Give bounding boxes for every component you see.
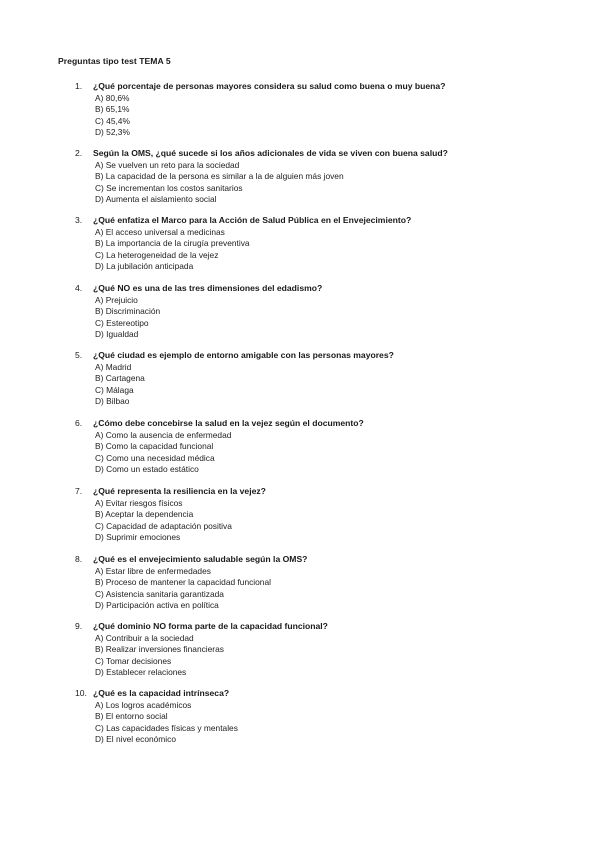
option-c: C) 45,4% <box>95 115 130 126</box>
option-c: C) La heterogeneidad de la vejez <box>95 249 219 260</box>
option-c: C) Asistencia sanitaria garantizada <box>95 588 224 599</box>
question-number: 5. <box>75 350 83 360</box>
question-number: 3. <box>75 215 83 225</box>
option-b: B) Proceso de mantener la capacidad funcional <box>95 577 271 588</box>
option-a: A) Madrid <box>95 362 132 372</box>
option-list <box>0 295 600 340</box>
question-10 <box>0 688 600 744</box>
question-text: ¿Qué porcentaje de personas mayores considera su salud como buena o muy buena? <box>93 81 446 91</box>
question-number: 10. <box>75 688 87 698</box>
question-6 <box>0 418 600 474</box>
option-b: B) 65,1% <box>95 104 130 115</box>
option-c: C) Estereotipo <box>95 317 149 328</box>
option-d: D) Como un estado estático <box>95 463 199 474</box>
question-text: ¿Qué ciudad es ejemplo de entorno amigable con las personas mayores? <box>93 350 394 360</box>
option-a: A) El acceso universal a medicinas <box>95 227 225 237</box>
option-list <box>0 566 600 611</box>
question-4 <box>0 283 600 339</box>
option-b: B) La capacidad de la persona es similar a la de alguien más joven <box>95 171 344 182</box>
question-8 <box>0 554 600 610</box>
option-list <box>0 227 600 272</box>
question-7 <box>0 486 600 542</box>
question-text: ¿Qué enfatiza el Marco para la Acción de Salud Pública en el Envejecimiento? <box>93 215 412 225</box>
option-list <box>0 160 600 205</box>
option-d: D) La jubilación anticipada <box>95 260 194 271</box>
option-d: D) Establecer relaciones <box>95 666 187 677</box>
question-number: 4. <box>75 283 83 293</box>
question-number: 1. <box>75 81 83 91</box>
option-list <box>0 93 600 138</box>
question-9 <box>0 621 600 677</box>
option-d: D) Igualdad <box>95 328 139 339</box>
option-a: A) Como la ausencia de enfermedad <box>95 430 232 440</box>
option-a: A) 80,6% <box>95 93 130 103</box>
option-c: C) Málaga <box>95 384 134 395</box>
option-a: A) Contribuir a la sociedad <box>95 633 194 643</box>
question-5 <box>0 350 600 406</box>
option-c: C) Capacidad de adaptación positiva <box>95 520 232 531</box>
option-c: C) Las capacidades físicas y mentales <box>95 722 238 733</box>
question-number: 9. <box>75 621 83 631</box>
question-text: ¿Qué representa la resiliencia en la vejez? <box>93 486 266 496</box>
option-b: B) Discriminación <box>95 306 161 317</box>
question-1 <box>0 81 600 137</box>
option-d: D) 52,3% <box>95 126 130 137</box>
option-list <box>0 700 600 745</box>
option-b: B) Aceptar la dependencia <box>95 509 194 520</box>
option-list <box>0 362 600 407</box>
option-b: B) Como la capacidad funcional <box>95 441 214 452</box>
document-title: Preguntas tipo test TEMA 5 <box>58 56 171 66</box>
question-text: ¿Qué es la capacidad intrínseca? <box>93 688 230 698</box>
question-2 <box>0 148 600 204</box>
option-c: C) Se incrementan los costos sanitarios <box>95 182 243 193</box>
question-text: ¿Qué dominio NO forma parte de la capacidad funcional? <box>93 621 328 631</box>
option-list <box>0 633 600 678</box>
option-d: D) Participación activa en política <box>95 599 219 610</box>
option-b: B) El entorno social <box>95 711 168 722</box>
question-number: 6. <box>75 418 83 428</box>
option-b: B) La importancia de la cirugía preventiva <box>95 238 250 249</box>
option-a: A) Los logros académicos <box>95 700 192 710</box>
option-b: B) Cartagena <box>95 373 145 384</box>
question-number: 2. <box>75 148 83 158</box>
option-b: B) Realizar inversiones financieras <box>95 644 224 655</box>
option-a: A) Evitar riesgos físicos <box>95 498 183 508</box>
question-text: ¿Qué NO es una de las tres dimensiones del edadismo? <box>93 283 323 293</box>
option-d: D) Suprimir emociones <box>95 531 181 542</box>
option-d: D) Bilbao <box>95 395 130 406</box>
option-a: A) Se vuelven un reto para la sociedad <box>95 160 240 170</box>
question-text: ¿Qué es el envejecimiento saludable según la OMS? <box>93 554 308 564</box>
option-list <box>0 430 600 475</box>
option-a: A) Prejuicio <box>95 295 138 305</box>
question-3 <box>0 215 600 271</box>
question-number: 7. <box>75 486 83 496</box>
question-text: Según la OMS, ¿qué sucede si los años adicionales de vida se viven con buena salud? <box>93 148 448 158</box>
question-text: ¿Cómo debe concebirse la salud en la vejez según el documento? <box>93 418 364 428</box>
option-d: D) El nivel económico <box>95 733 176 744</box>
option-a: A) Estar libre de enfermedades <box>95 566 211 576</box>
option-d: D) Aumenta el aislamiento social <box>95 193 217 204</box>
option-c: C) Como una necesidad médica <box>95 452 215 463</box>
option-c: C) Tomar decisiones <box>95 655 172 666</box>
option-list <box>0 498 600 543</box>
question-number: 8. <box>75 554 83 564</box>
